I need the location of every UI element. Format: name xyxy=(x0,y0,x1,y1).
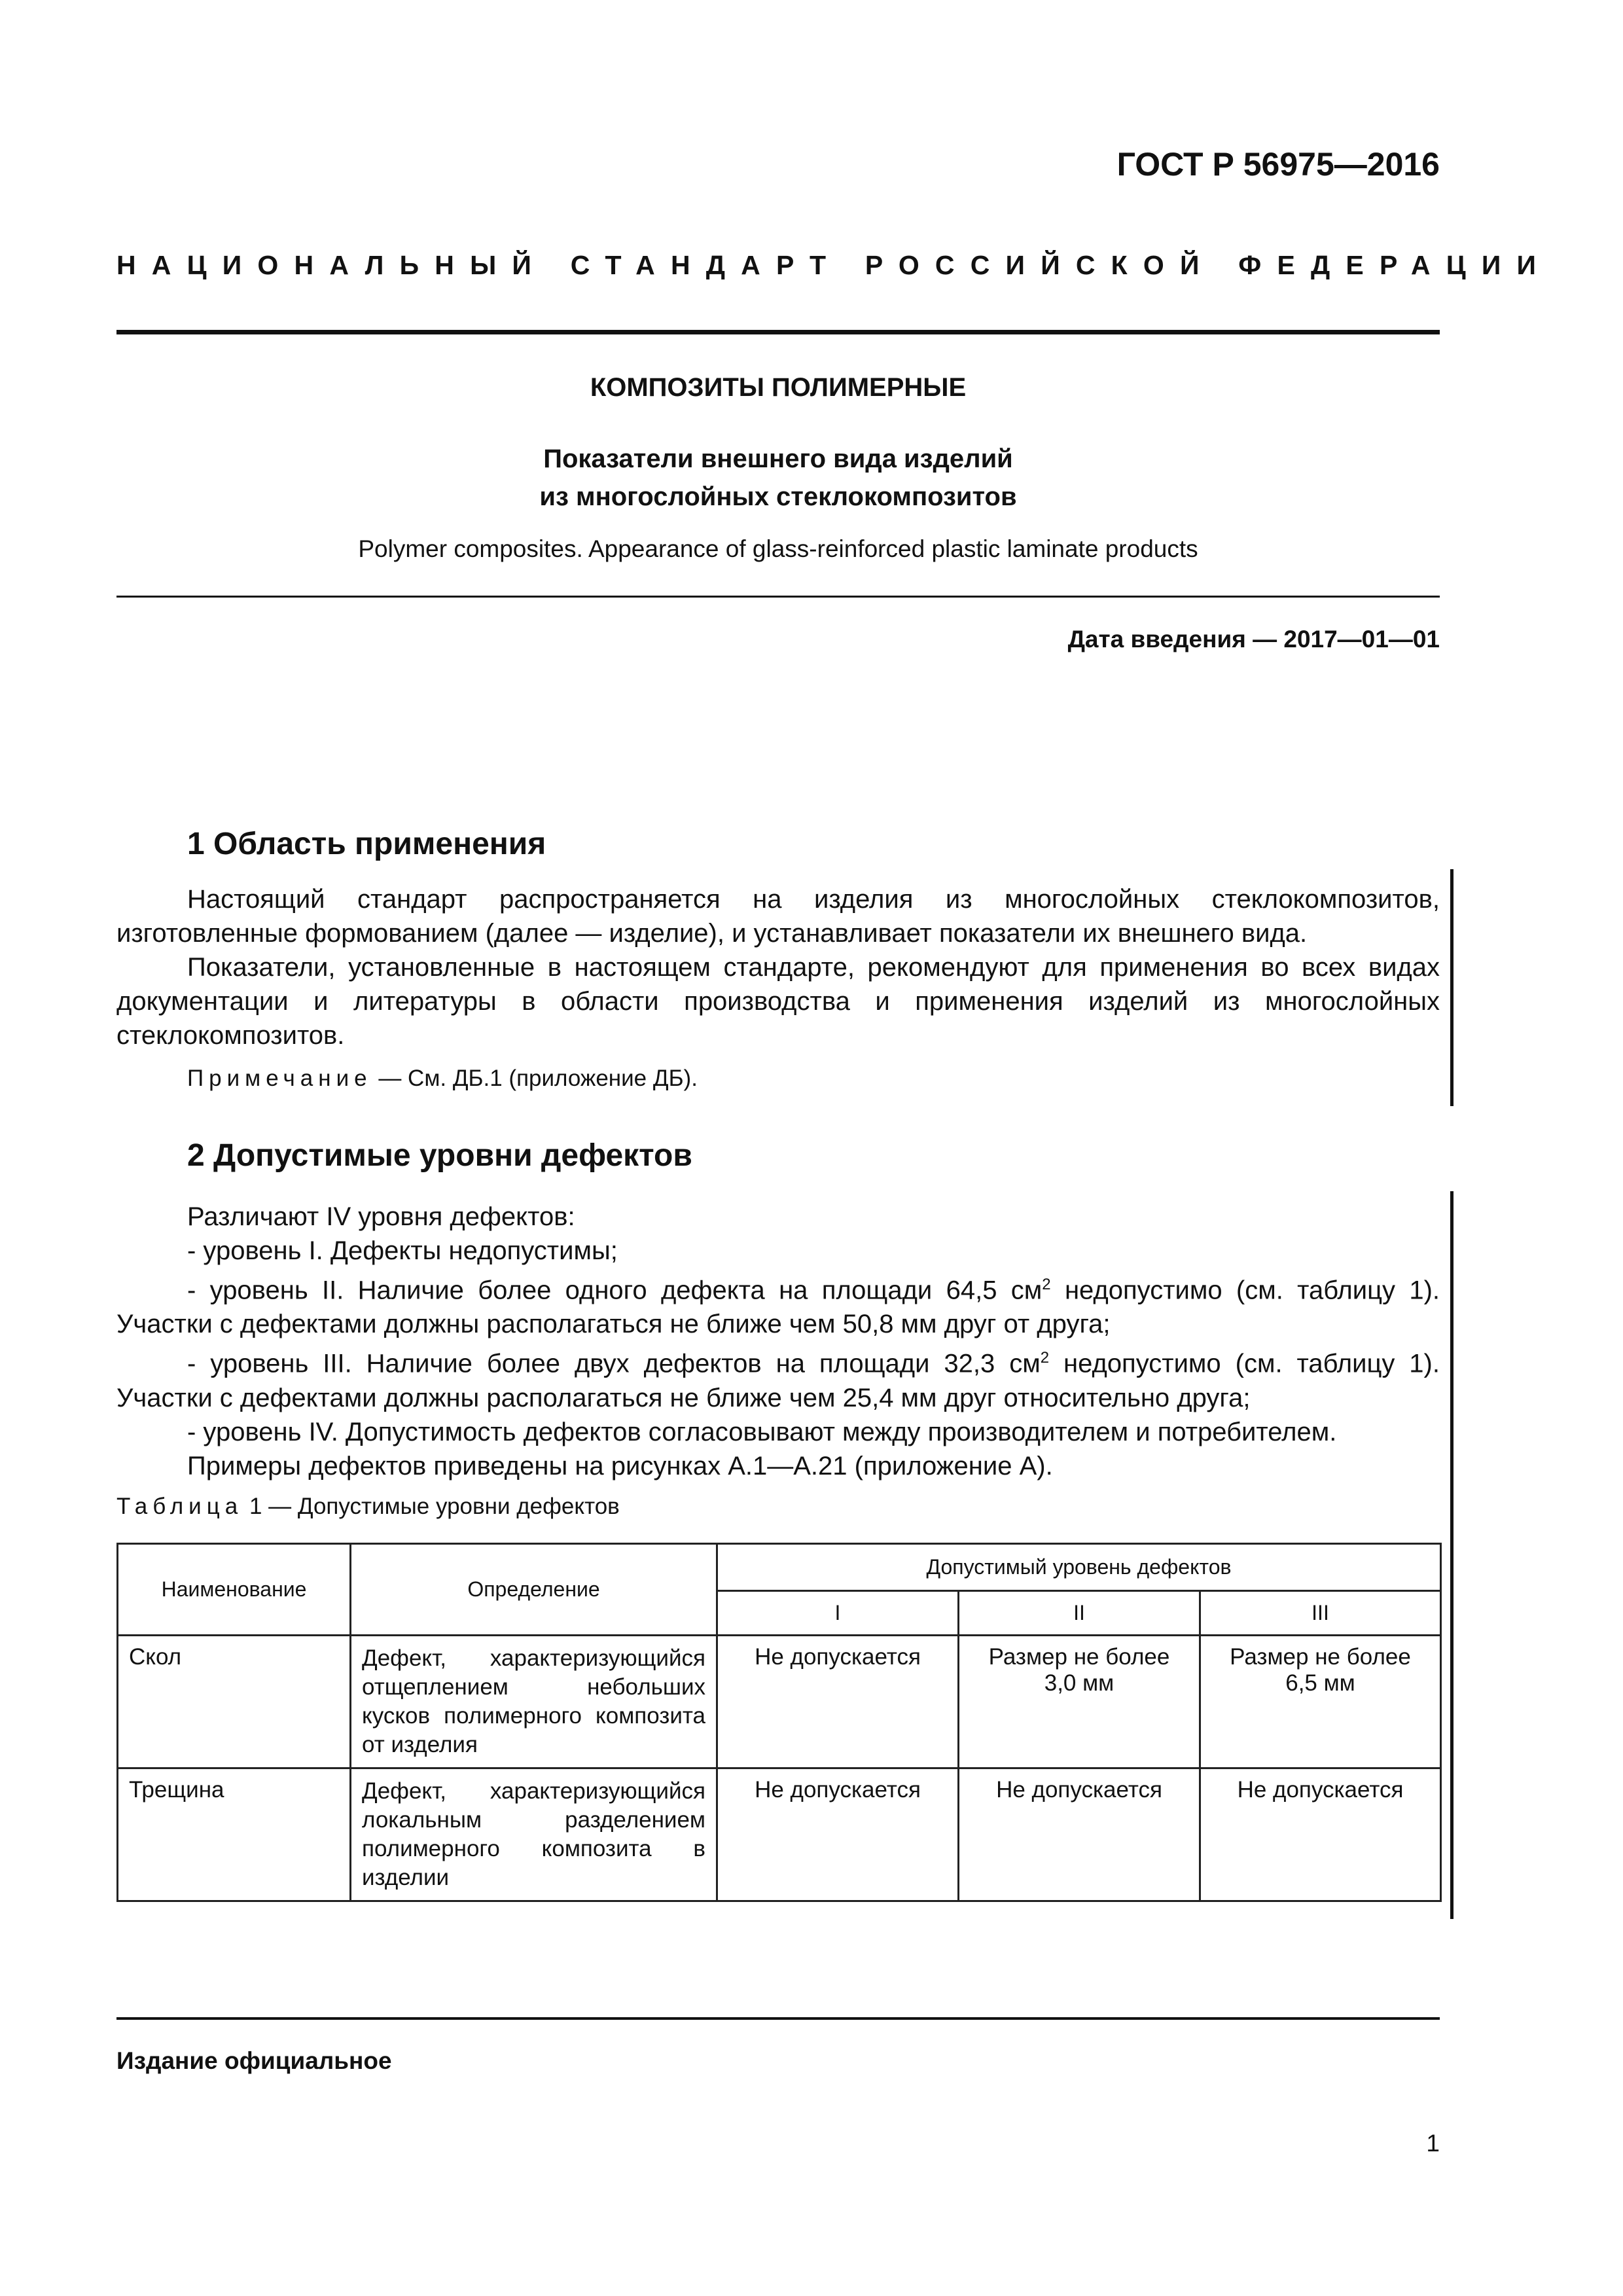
defect-levels-table xyxy=(116,1543,1442,1902)
row-level-i: Не допускается xyxy=(717,1768,959,1901)
table-caption-label: Таблица xyxy=(116,1494,243,1519)
document-code: ГОСТ Р 56975—2016 xyxy=(1116,146,1440,183)
level-4: - уровень IV. Допустимость дефектов согласовывают между производителем и потребителем. xyxy=(187,1417,1337,1446)
section-2-body xyxy=(116,1200,1440,1483)
row-definition: Дефект, характеризующийся локальным разделением полимерного композита в изделии xyxy=(351,1768,717,1901)
introduction-date: Дата введения — 2017—01—01 xyxy=(1067,626,1440,653)
title-divider xyxy=(116,596,1440,598)
document-title: КОМПОЗИТЫ ПОЛИМЕРНЫЕ xyxy=(590,373,967,402)
footer-divider xyxy=(116,2017,1440,2020)
row-level-ii: Размер не более 3,0 мм xyxy=(959,1636,1200,1768)
header-divider xyxy=(116,330,1440,334)
note-label: Примечание xyxy=(187,1066,372,1091)
change-margin-bar-1 xyxy=(1450,869,1454,1106)
subtitle-line-2: из многослойных стеклокомпозитов xyxy=(539,482,1017,511)
level-3: - уровень III. Наличие более двух дефектов на площади 32,3 $см^2$ недопустимо (см. таблицу 1). Участки с дефектами должны располагаться не ближе чем 25,4 мм друг относительно друга; xyxy=(116,1349,1440,1412)
table-caption-text: 1 — Допустимые уровни дефектов xyxy=(243,1494,620,1519)
header-level-iii: III xyxy=(1200,1591,1441,1636)
section-1-heading: 1 Область применения xyxy=(187,827,546,861)
levels-intro: Различают IV уровня дефектов: xyxy=(187,1202,575,1231)
table-caption xyxy=(116,1494,620,1520)
edition-label: Издание официальное xyxy=(116,2047,392,2074)
page-number: 1 xyxy=(1426,2130,1440,2157)
row-level-iii: Не допускается xyxy=(1200,1768,1441,1901)
note-text: — См. ДБ.1 (приложение ДБ). xyxy=(372,1066,698,1091)
header-name: Наименование xyxy=(118,1544,351,1636)
national-standard-banner: НАЦИОНАЛЬНЫЙ СТАНДАРТ РОССИЙСКОЙ ФЕДЕРАЦИИ xyxy=(116,250,1552,280)
section-1-paragraph-1: Настоящий стандарт распространяется на изделия из многослойных стеклокомпозитов, изготовленные формованием (далее — изделие), и устанавливает показатели их внешнего вида. xyxy=(116,885,1440,948)
row-level-ii: Не допускается xyxy=(959,1768,1200,1901)
row-definition: Дефект, характеризующийся отщеплением небольших кусков полимерного композита от изделия xyxy=(351,1636,717,1768)
section-1-body xyxy=(116,882,1440,1052)
level-1: - уровень I. Дефекты недопустимы; xyxy=(187,1236,618,1265)
change-margin-bar-2 xyxy=(1450,1191,1454,1919)
row-level-i: Не допускается xyxy=(717,1636,959,1768)
subtitle-line-1: Показатели внешнего вида изделий xyxy=(543,444,1013,473)
table-row xyxy=(118,1768,1441,1901)
level-2: - уровень II. Наличие более одного дефекта на площади 64,5 $см^2$ недопустимо (см. таблицу 1). Участки с дефектами должны располагаться не ближе чем 50,8 мм друг от друга; xyxy=(116,1276,1440,1339)
row-name: Скол xyxy=(118,1636,351,1768)
header-level-ii: II xyxy=(959,1591,1200,1636)
row-name: Трещина xyxy=(118,1768,351,1901)
english-title: Polymer composites. Appearance of glass-reinforced plastic laminate products xyxy=(358,535,1198,562)
section-2-heading: 2 Допустимые уровни дефектов xyxy=(187,1138,692,1173)
section-1-note xyxy=(187,1066,698,1092)
header-allowed-levels: Допустимый уровень дефектов xyxy=(717,1544,1441,1591)
document-subtitle xyxy=(116,440,1440,516)
section-1-paragraph-2: Показатели, установленные в настоящем стандарте, рекомендуют для применения во всех видах документации и литературы в области производства и применения изделий из многослойных стеклокомпозитов. xyxy=(116,953,1440,1050)
defect-examples: Примеры дефектов приведены на рисунках А.1—А.21 (приложение А). xyxy=(187,1451,1053,1480)
row-level-iii: Размер не более 6,5 мм xyxy=(1200,1636,1441,1768)
header-definition: Определение xyxy=(351,1544,717,1636)
table-row xyxy=(118,1636,1441,1768)
header-level-i: I xyxy=(717,1591,959,1636)
